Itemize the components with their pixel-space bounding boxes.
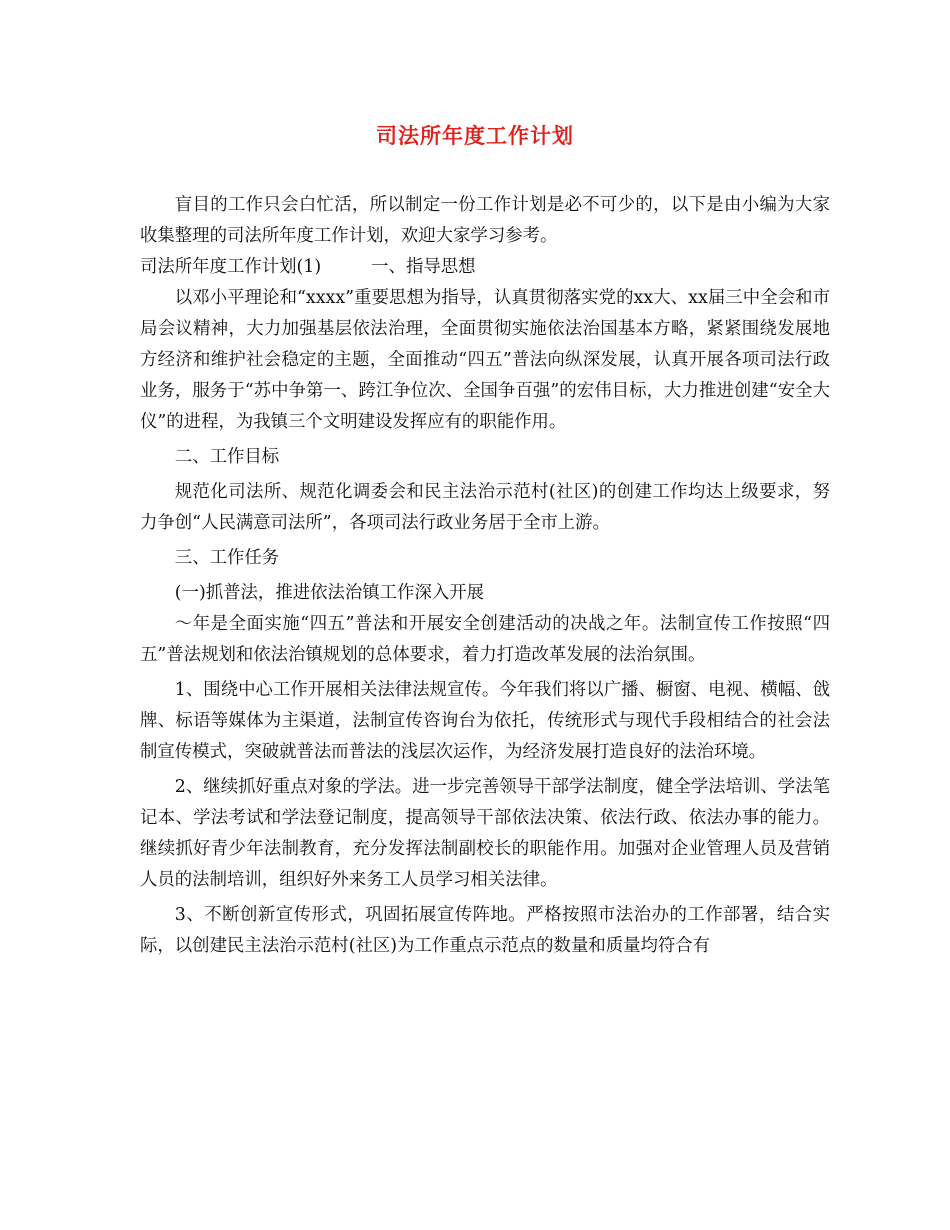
task-item-3: 3、不断创新宣传形式，巩固拓展宣传阵地。严格按照市法治办的工作部署，结合实际，以创建民主法治示范村(社区)为工作重点示范点的数量和质量均符合有	[140, 905, 830, 956]
document-title: 司法所年度工作计划	[376, 123, 574, 148]
section-heading-goals: 二、工作目标	[174, 447, 280, 467]
plan-heading-line	[140, 252, 830, 283]
plan-title-inline: 司法所年度工作计划(1)	[140, 257, 322, 277]
goals-paragraph: 规范化司法所、规范化调委会和民主法治示范村(社区)的创建工作均达上级要求，努力争创“人民满意司法所”，各项司法行政业务居于全市上游。	[140, 482, 830, 533]
section-heading-tasks: 三、工作任务	[174, 548, 280, 568]
section-heading-guiding-thought: 一、指导思想	[371, 257, 476, 277]
task-item-1: 1、围绕中心工作开展相关法律法规宣传。今年我们将以广播、橱窗、电视、横幅、戗牌、标语等媒体为主渠道，法制宣传咨询台为依托，传统形式与现代手段相结合的社会法制宣传模式，突破就普法而普法的浅层次运作，为经济发展打造良好的法治环境。	[140, 680, 830, 762]
document-body	[140, 190, 830, 962]
intro-paragraph: 盲目的工作只会白忙活，所以制定一份工作计划是必不可少的，以下是由小编为大家收集整理的司法所年度工作计划，欢迎大家学习参考。	[140, 195, 830, 246]
guiding-thought-paragraph: 以邓小平理论和“xxxx”重要思想为指导，认真贯彻落实党的xx大、xx届三中全会和市局会议精神，大力加强基层依法治理，全面贯彻实施依法治国基本方略，紧紧围绕发展地方经济和维护社会稳定的主题，全面推动“四五”普法向纵深发展，认真开展各项司法行政业务，服务于“苏中争第一、跨江争位次、全国争百强”的宏伟目标，大力推进创建“安全大仪”的进程，为我镇三个文明建设发挥应有的职能作用。	[140, 288, 830, 432]
task-item-2: 2、继续抓好重点对象的学法。进一步完善领导干部学法制度，健全学法培训、学法笔记本、学法考试和学法登记制度，提高领导干部依法决策、依法行政、依法办事的能力。继续抓好青少年法制教育，充分发挥法制副校长的职能作用。加强对企业管理人员及营销人员的法制培训，组织好外来务工人员学习相关法律。	[140, 777, 830, 890]
legal-education-intro-paragraph: ～年是全面实施“四五”普法和开展安全创建活动的决战之年。法制宣传工作按照“四五”普法规划和依法治镇规划的总体要求，着力打造改革发展的法治氛围。	[140, 614, 830, 665]
subsection-heading-legal-education: (一)抓普法，推进依法治镇工作深入开展	[174, 583, 485, 603]
